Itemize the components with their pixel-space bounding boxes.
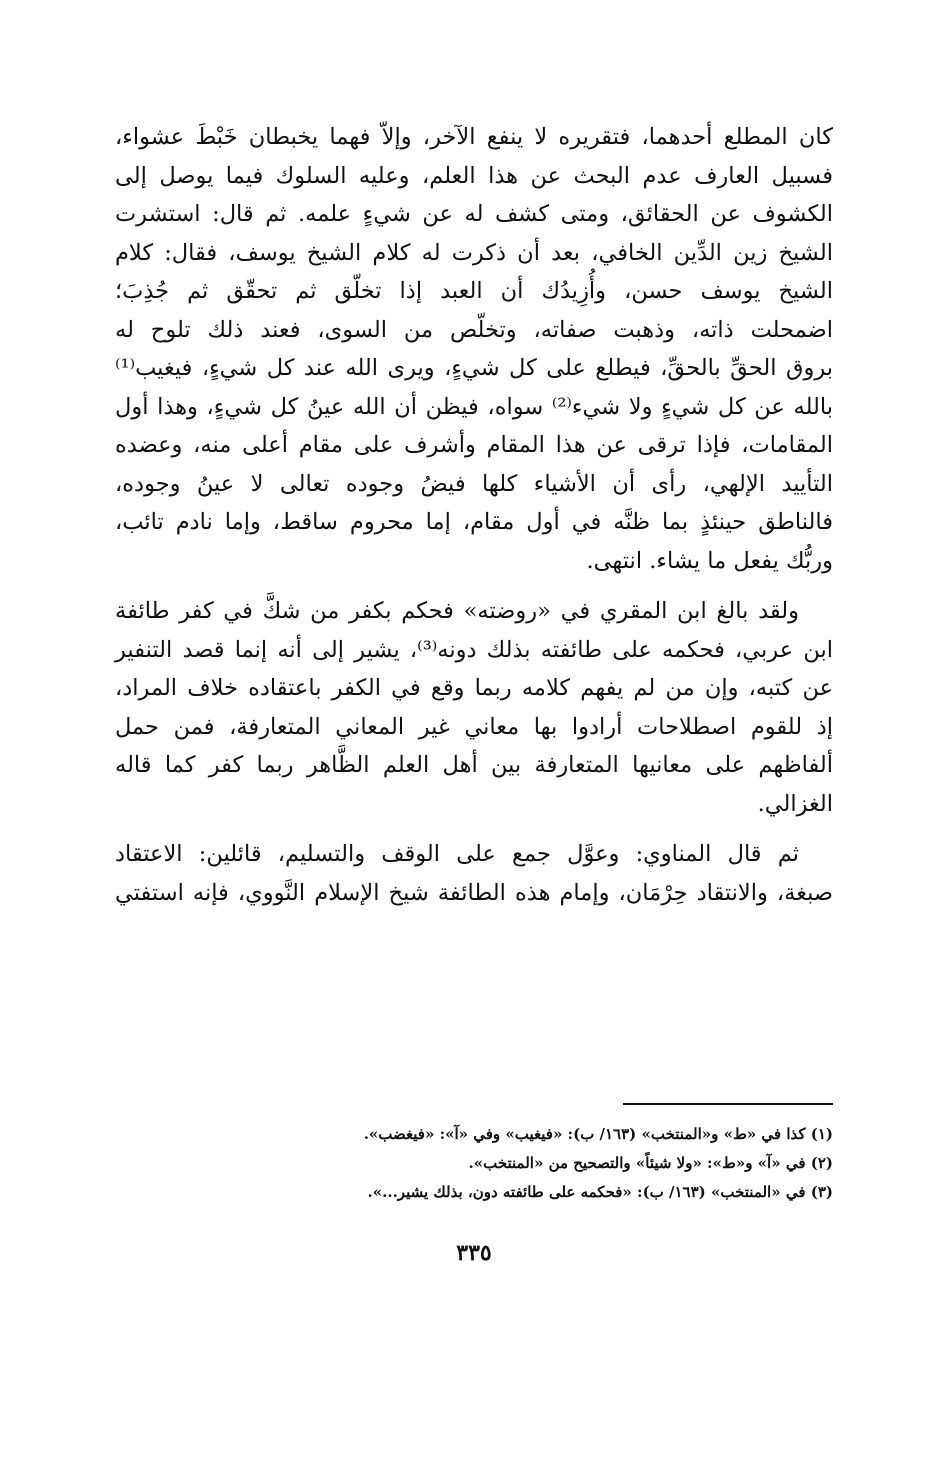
footnote-2: (٢) في «آ» و«ط»: «ولا شيئاً» والتصحيح من «المنتخب». — [468, 1154, 833, 1172]
text-line: ألفاظهم على معانيها المتعارفة بين أهل العلم الظَّاهر ربما كفر كما قاله — [115, 752, 833, 778]
text-line: الشيخ زين الدِّين الخافي، بعد أن ذكرت له كلام الشيخ يوسف، فقال: كلام — [115, 239, 833, 266]
text-line: الغزالي. — [757, 790, 833, 817]
text-line: إذ للقوم اصطلاحات أرادوا بها معاني غير المعاني المتعارفة، فمن حمل — [115, 713, 833, 740]
paragraph-1 — [115, 118, 833, 580]
text-line: اضمحلت ذاته، وذهبت صفاته، وتخلّص من السوى، فعند ذلك تلوح له — [115, 316, 833, 343]
text-line: ابن عربي، فحكمه على طائفته بذلك دونه⁽³⁾، يشير إلى أنه إنما قصد التنفير — [115, 636, 833, 663]
text-line: عن كتبه، وإن من لم يفهم كلامه ربما وقع في الكفر باعتقاده خلاف المراد، — [115, 675, 833, 701]
text-line: صبغة، والانتقاد حِرْمَان، وإمام هذه الطائفة شيخ الإسلام النَّووي، فإنه استفتي — [115, 879, 833, 906]
text-line: الكشوف عن الحقائق، ومتى كشف له عن شيءٍ علمه. ثم قال: استشرت — [115, 201, 833, 227]
main-text — [115, 118, 833, 912]
footnote-3: (٣) في «المنتخب» (١٦٣/ ب): «فحكمه على طائفته دون، بذلك يشير...». — [367, 1183, 833, 1201]
paragraph-3 — [115, 835, 833, 912]
footnote-1: (١) كذا في «ط» و«المنتخب» (١٦٣/ ب): «فيغيب» وفي «آ»: «فيغضب». — [363, 1125, 833, 1143]
text-line: بالله عن كل شيءٍ ولا شيء⁽²⁾ سواه، فيظن أن الله عينُ كل شيءٍ، وهذا أول — [115, 393, 833, 420]
footnotes — [115, 1120, 833, 1207]
text-line: التأييد الإلهي، رأى أن الأشياء كلها فيضُ وجوده تعالى لا عينُ وجوده، — [115, 470, 833, 497]
page-number: ٣٣٥ — [456, 1240, 492, 1266]
text-line: فسبيل العارف عدم البحث عن هذا العلم، وعليه السلوك فيما يوصل إلى — [115, 162, 833, 189]
text-line: الشيخ يوسف حسن، وأُزِيدُك أن العبد إذا تخلّق ثم تحقّق ثم جُذِبَ؛ — [115, 278, 833, 304]
paragraph-2 — [115, 592, 833, 823]
text-line: فالناطق حينئذٍ بما ظنَّه في أول مقام، إما محروم ساقط، وإما نادم تائب، — [115, 509, 833, 535]
text-line: بروق الحقِّ بالحقِّ، فيطلع على كل شيءٍ، ويرى الله عند كل شيءٍ، فيغيب⁽¹⁾ — [115, 355, 833, 381]
paragraph-gap — [115, 580, 833, 592]
page-body — [115, 118, 833, 912]
text-line: ثم قال المناوي: وعوَّل جمع على الوقف والتسليم، قائلين: الاعتقاد — [115, 841, 799, 867]
footnote-divider — [623, 1103, 833, 1105]
text-line: ولقد بالغ ابن المقري في «روضته» فحكم بكفر من شكَّ في كفر طائفة — [115, 598, 799, 624]
paragraph-gap — [115, 823, 833, 835]
text-line: وربُّك يفعل ما يشاء. انتهى. — [586, 547, 833, 574]
text-line: المقامات، فإذا ترقى عن هذا المقام وأشرف على مقام أعلى منه، وعضده — [115, 432, 833, 458]
text-line: كان المطلع أحدهما، فتقريره لا ينفع الآخر، وإلاّ فهما يخبطان خَبْطَ عشواء، — [115, 124, 833, 150]
